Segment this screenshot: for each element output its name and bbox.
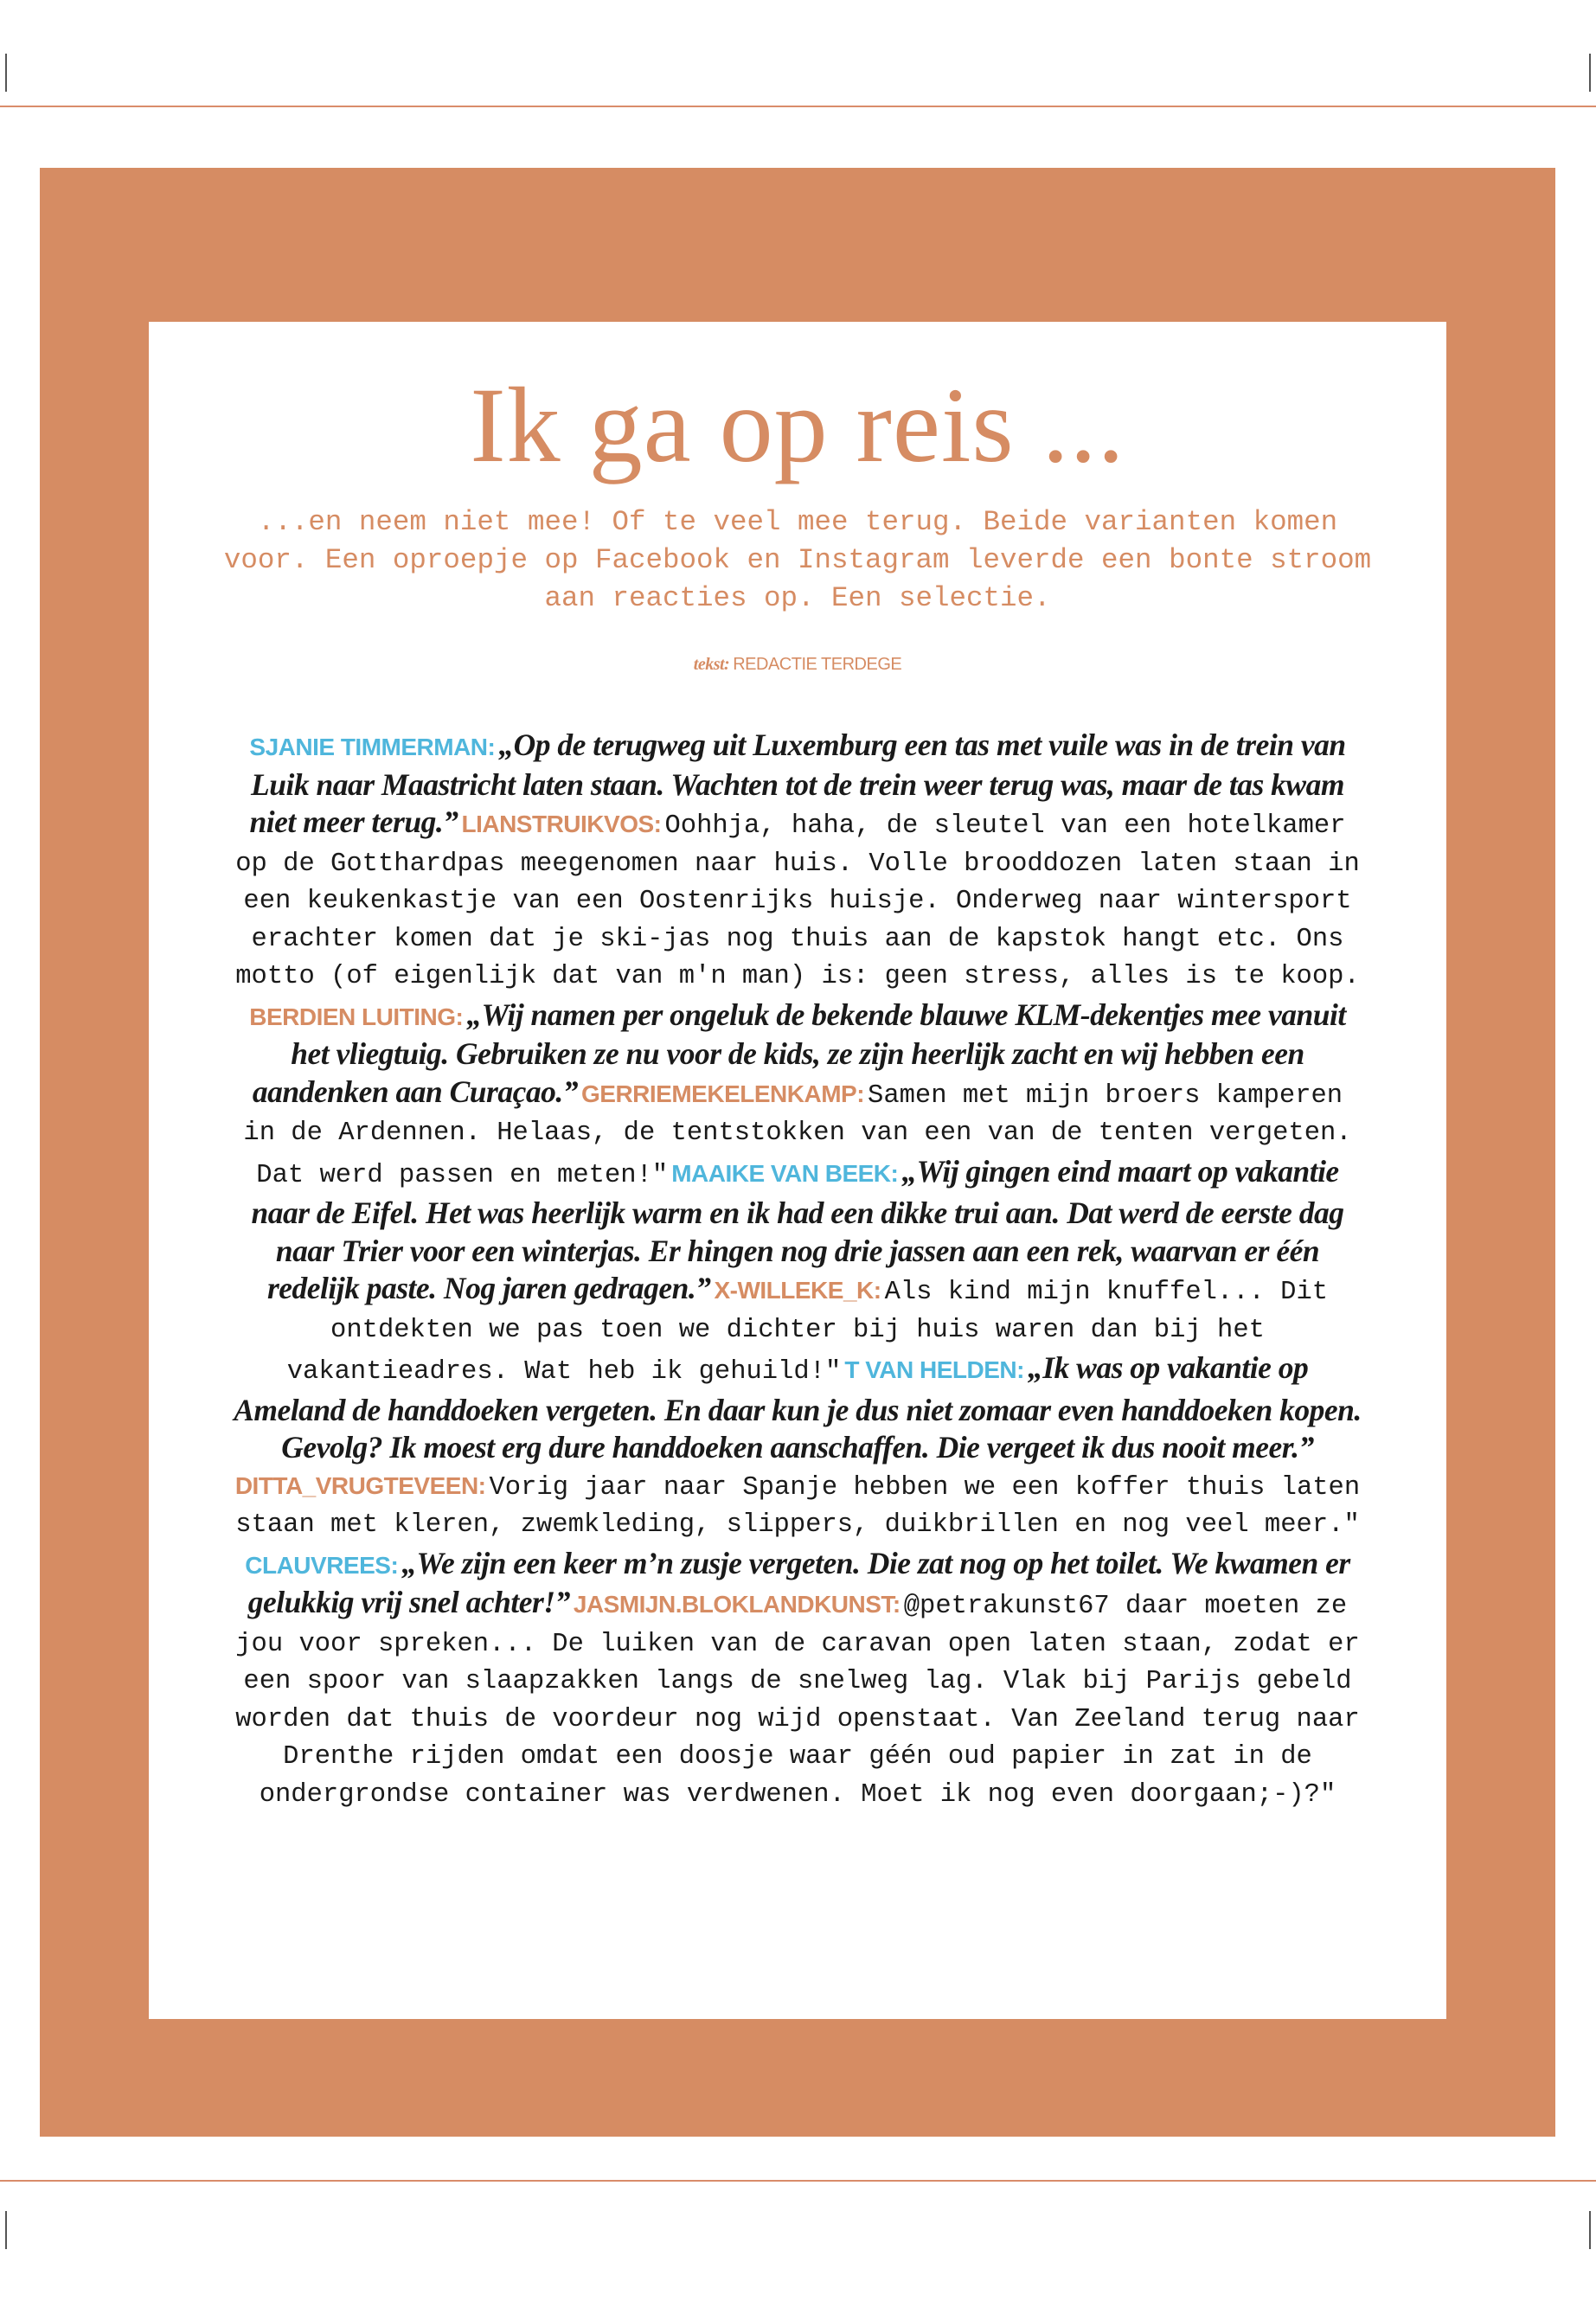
- entry-author: MAAIKE VAN BEEK:: [671, 1159, 899, 1187]
- entry-text: Als kind mijn knuffel... Dit ontdekten we pas toen we dichter bij huis waren dan bij het vakantieadres. Wat heb ik gehuild!": [286, 1278, 1329, 1387]
- entry-text: „We zijn een keer m’n zusje vergeten. Die zat nog op het toilet. We kwamen er gelukkig vrij snel achter!”: [247, 1545, 1350, 1619]
- article-body: [230, 727, 1365, 1814]
- bottom-trim-line: [0, 2180, 1596, 2182]
- entry-author: GERRIEMEKELENKAMP:: [581, 1080, 865, 1107]
- top-trim-line: [0, 106, 1596, 107]
- intro-text: ...en neem niet mee! Of te veel mee terug. Beide varianten komen voor. Een oproepje op Facebook en Instagram leverde een bonte stroom aan reacties op. Een selectie.: [223, 506, 1372, 614]
- entry-text: Oohhja, haha, de sleutel van een hotelkamer op de Gotthardpas meegenomen naar huis. Volle brooddozen laten staan in een keukenkastje van een Oostenrijks huisje. Onderweg naar wintersport erachter komen dat je ski-jas nog thuis aan de kapstok hangt etc. Ons motto (of eigenlijk dat van m'n man) is: geen stress, alles is te koop.: [235, 811, 1360, 991]
- page-title: Ik ga op reis ...: [470, 366, 1125, 484]
- entry-author: JASMIJN.BLOKLANDKUNST:: [573, 1591, 901, 1618]
- entry-author: X-WILLEKE_K:: [714, 1277, 881, 1304]
- crop-mark-top-right: [1589, 54, 1591, 92]
- entry-lianstruikvos: [235, 811, 1360, 991]
- credit-name: REDACTIE TERDEGE: [733, 655, 902, 674]
- orange-frame: [40, 168, 1555, 2137]
- entry-author: CLAUVREES:: [245, 1551, 399, 1579]
- crop-mark-bottom-right: [1589, 2211, 1591, 2249]
- credit-label: tekst:: [693, 655, 730, 674]
- entry-author: DITTA_VRUGTEVEEN:: [234, 1471, 486, 1499]
- entry-author: LIANSTRUIKVOS:: [461, 811, 662, 837]
- entry-ditta-vrugteveen: [234, 1471, 1361, 1540]
- entry-jasmijn-bloklandkunst: [235, 1591, 1360, 1810]
- entry-text: „Op de terugweg uit Luxemburg een tas met vuile was in de trein van Luik naar Maastricht laten staan. Wachten tot de trein weer terug was, maar de tas kwam niet meer terug.”: [249, 727, 1346, 839]
- entry-text: Samen met mijn broers kamperen in de Ardennen. Helaas, de tentstokken van een van de tenten vergeten. Dat werd passen en meten!": [243, 1080, 1352, 1190]
- entry-text: „Ik was op vakantie op Ameland de handdoeken vergeten. En daar kun je dus niet zomaar even handdoeken kopen. Gevolg? Ik moest erg dure handdoeken aanschaffen. Die vergeet ik dus nooit meer.”: [234, 1350, 1362, 1465]
- entry-text: „Wij namen per ongeluk de bekende blauwe KLM-dekentjes mee vanuit het vliegtuig. Gebruiken ze nu voor de kids, ze zijn heerlijk zacht en wij hebben een aandenken aan Curaçao.”: [252, 997, 1346, 1109]
- entry-author: BERDIEN LUITING:: [249, 1003, 464, 1030]
- crop-mark-top-left: [5, 54, 7, 92]
- crop-mark-bottom-left: [5, 2211, 7, 2249]
- article-panel: [149, 322, 1446, 2019]
- author-credit: [149, 655, 1446, 675]
- entry-text: @petrakunst67 daar moeten ze jou voor spreken... De luiken van de caravan open laten staan, zodat er een spoor van slaapzakken langs de snelweg lag. Vlak bij Parijs gebeld worden dat thuis de voordeur nog wijd openstaat. Van Zeeland terug naar Drenthe rijden omdat een doosje waar géén oud papier in zat in de ondergrondse container was verdwenen. Moet ik nog even doorgaan;-)?": [235, 1592, 1360, 1810]
- entry-author: T VAN HELDEN:: [844, 1356, 1024, 1383]
- entry-text: „Wij gingen eind maart op vakantie naar de Eifel. Het was heerlijk warm en ik had een dikke trui aan. Dat werd de eerste dag naar Trier voor een winterjas. Er hingen nog drie jassen aan een rek, waarvan er één redelijk paste. Nog jaren gedragen.”: [251, 1153, 1344, 1305]
- entry-text: Vorig jaar naar Spanje hebben we een koffer thuis laten staan met kleren, zwemkleding, slippers, duikbrillen en nog veel meer.": [235, 1472, 1361, 1540]
- entry-author: SJANIE TIMMERMAN:: [249, 734, 496, 760]
